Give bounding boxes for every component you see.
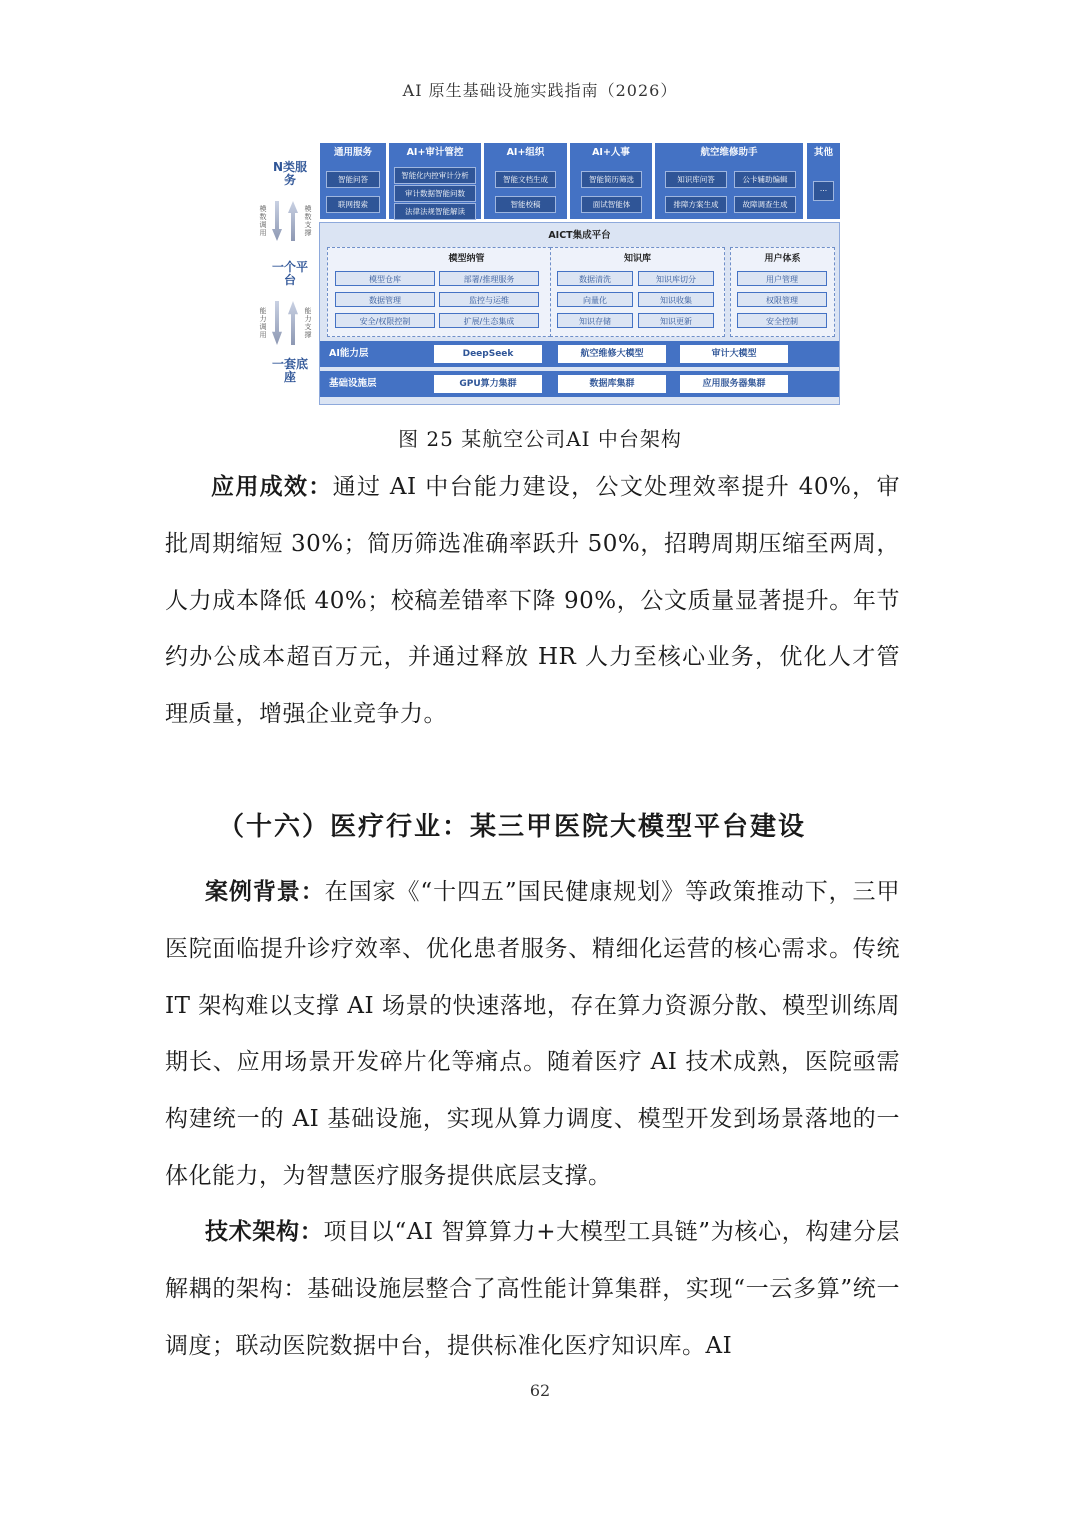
ai-capability-layer: [320, 341, 839, 367]
arrow-up-icon: [288, 301, 298, 345]
label-ability-call: 能力调用: [259, 307, 267, 339]
service-organization: [484, 143, 567, 219]
platform-item: 监控与运维: [439, 292, 539, 307]
layer-name: 基础设施层: [329, 378, 377, 389]
paragraph-technical-architecture: [165, 1204, 900, 1374]
platform-item: 知识收集: [638, 292, 714, 307]
arrow-up-icon: [288, 201, 298, 241]
platform-item: 向量化: [557, 292, 633, 307]
group-title: 用户体系: [764, 254, 801, 264]
paragraph-text: 在国家《“十四五”国民健康规划》等政策推动下，三甲医院面临提升诊疗效率、优化患者服务、精细化运营的核心需求。传统 IT 架构难以支撑 AI 场景的快速落地，存在算力资源分散、模型训练周期长、应用场景开发碎片化等痛点。随着医疗 AI 技术成熟，医院亟需构建统一的 AI 基础设施，实现从算力调度、模型开发到场景落地的一体化能力，为智慧医疗服务提供底层支撑。: [165, 879, 900, 1189]
group-title: 模型纳管: [448, 254, 485, 264]
page-number: 62: [529, 1381, 551, 1400]
arrow-down-icon: [272, 201, 282, 241]
paragraph-case-background: [165, 864, 900, 1205]
platform-item: 扩展/生态集成: [439, 313, 539, 328]
layer-item: 应用服务器集群: [680, 375, 788, 393]
service-hr: [570, 143, 652, 219]
service-item: 智能问答: [326, 171, 380, 188]
service-aviation-assistant: [655, 143, 803, 219]
service-item: 公卡辅助编辑: [734, 171, 796, 188]
service-item: 故障调查生成: [734, 196, 796, 213]
platform-item: 知识存储: [557, 313, 633, 328]
service-audit: [389, 143, 481, 219]
page-header: AI 原生基础设施实践指南（2026）: [402, 81, 678, 100]
layer-item: GPU算力集群: [434, 375, 542, 393]
service-title: 其他: [813, 147, 833, 158]
service-title: 航空维修助手: [700, 147, 758, 158]
platform-item: 用户管理: [737, 271, 827, 286]
service-title: AI+组织: [506, 147, 545, 158]
platform-item: 安全/权限控制: [335, 313, 435, 328]
label-model-support: 模数支撑: [304, 205, 312, 237]
paragraph-label: 案例背景：: [205, 878, 325, 905]
layer-item: 数据库集群: [558, 375, 666, 393]
service-other: [807, 143, 840, 219]
label-model-call: 模数调用: [259, 205, 267, 237]
label-ability-support: 能力支撑: [304, 307, 312, 339]
layer-item: 审计大模型: [680, 345, 788, 363]
paragraph-label: 技术架构：: [205, 1218, 324, 1245]
service-item: 知识库问答: [665, 171, 727, 188]
service-title: 通用服务: [333, 147, 372, 158]
platform-item: 安全控制: [737, 313, 827, 328]
paragraph-text: 项目以“AI 智算算力+大模型工具链”为核心，构建分层解耦的架构：基础设施层整合了高性能计算集群，实现“一云多算”统一调度；联动医院数据中台，提供标准化医疗知识库。AI: [165, 1219, 901, 1359]
service-title: AI+人事: [592, 147, 630, 158]
platform-item: 知识更新: [638, 313, 714, 328]
infrastructure-layer: [320, 371, 839, 397]
service-item: 审计数据智能问数: [394, 185, 476, 202]
user-system-group: [730, 247, 835, 337]
paragraph-label: 应用成效：: [211, 473, 333, 500]
label-one-base: 一套底座: [272, 357, 309, 384]
diagram-left-axis: [258, 141, 318, 407]
platform-title: AICT集成平台: [548, 230, 611, 241]
service-item: 面试智能体: [581, 196, 642, 213]
section-title: （十六）医疗行业：某三甲医院大模型平台建设: [218, 812, 807, 842]
service-item: 智能校稿: [495, 196, 556, 213]
platform-item: 数据清洗: [557, 271, 633, 286]
platform-item: 数据管理: [335, 292, 435, 307]
layer-item: 航空维修大模型: [558, 345, 666, 363]
platform-item: 知识库切分: [638, 271, 714, 286]
service-general: [320, 143, 386, 219]
knowledge-base-group: [550, 247, 725, 337]
label-n-services: N类服务: [272, 160, 308, 187]
layer-item: DeepSeek: [434, 345, 542, 363]
service-item: 智能文档生成: [495, 171, 556, 188]
paragraph-text: 通过 AI 中台能力建设，公文处理效率提升 40%，审批周期缩短 30%；简历筛选准确率跃升 50%，招聘周期压缩至两周，人力成本降低 40%；校稿差错率下降 90%，公文质量显著提升。年节约办公成本超百万元，并通过释放 HR 人力至核心业务，优化人才管理质量，增强企业竞争力。: [165, 474, 901, 728]
service-item: 智能化内控审计分析: [394, 167, 476, 184]
paragraph-application-results: [165, 459, 900, 743]
label-one-platform: 一个平台: [272, 260, 309, 287]
platform-item: 部署/推理服务: [439, 271, 539, 286]
arrow-down-icon: [272, 301, 282, 345]
platform-item: 模型仓库: [335, 271, 435, 286]
figure-caption: 图 25 某航空公司AI 中台架构: [398, 427, 682, 451]
service-item: 法律法规智能解读: [394, 203, 476, 220]
service-item: 联网搜索: [326, 196, 380, 213]
architecture-diagram: [258, 141, 842, 407]
group-title: 知识库: [623, 254, 651, 264]
layer-name: AI能力层: [329, 348, 369, 359]
service-title: AI+审计管控: [406, 147, 464, 158]
service-item: 智能简历筛选: [581, 171, 642, 188]
platform-item: 权限管理: [737, 292, 827, 307]
aict-platform: [319, 222, 840, 405]
service-item: ...: [813, 181, 834, 201]
service-item: 排障方案生成: [665, 196, 727, 213]
